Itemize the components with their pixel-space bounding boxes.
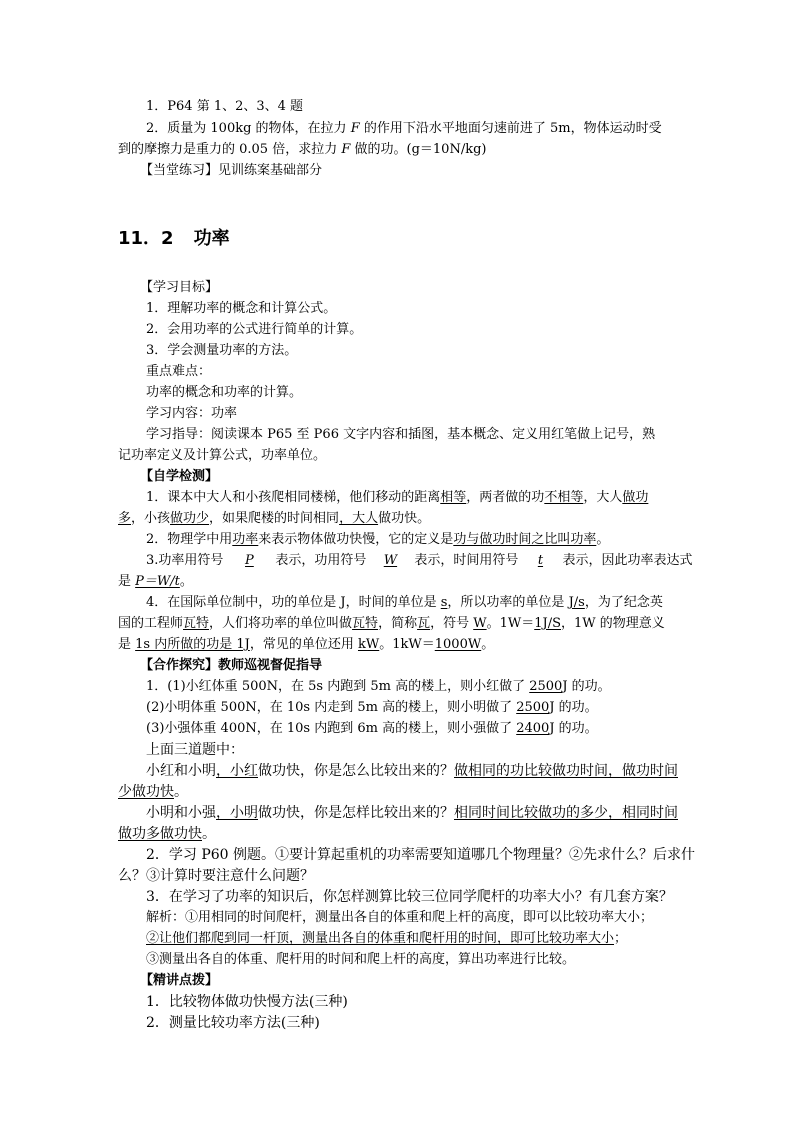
goals-header: 【学习目标】 bbox=[140, 280, 219, 295]
coop-above: 上面三道题中： bbox=[146, 742, 244, 758]
lecture-item-1: 1．比较物体做功快慢方法(三种) bbox=[146, 994, 348, 1010]
analysis-1: 解析：①用相同的时间爬杆，测量出各自的体重和爬上杆的高度，即可以比较功率大小； bbox=[146, 910, 654, 925]
goal-1: 1．理解功率的概念和计算公式。 bbox=[146, 301, 337, 316]
goal-2: 2．会用功率的公式进行简单的计算。 bbox=[146, 322, 363, 337]
coop-p2: (2)小明体重 500N，在 10s 内走到 5m 高的楼上，则小明做了 2500J 的功。 bbox=[146, 700, 598, 715]
self-q1: 1．课本中大人和小孩爬相同楼梯，他们移动的距离相等，两者做的功不相等，大人做功 bbox=[146, 490, 649, 505]
class-practice: 【当堂练习】见训练案基础部分 bbox=[140, 163, 323, 178]
analysis-3: ③测量出各自的体重、爬杆用的时间和爬上杆的高度，算出功率进行比较。 bbox=[146, 952, 576, 967]
coop-header: 【合作探究】教师巡视督促指导 bbox=[140, 658, 323, 673]
coop-compare-1-cont: 少做功快。 bbox=[118, 784, 188, 800]
coop-compare-1: 小红和小明，小红做功快，你是怎么比较出来的？做相同的功比较做功时间，做功时间 bbox=[146, 763, 678, 779]
study-content: 学习内容：功率 bbox=[146, 406, 238, 421]
study-guide-cont: 记功率定义及计算公式，功率单位。 bbox=[118, 448, 327, 463]
lecture-item-2: 2．测量比较功率方法(三种) bbox=[146, 1015, 320, 1031]
coop-s2: 2．学习 P60 例题。①要计算起重机的功率需要知道哪几个物理量？②先求什么？后求什 bbox=[146, 847, 696, 863]
coop-s3: 3．在学习了功率的知识后，你怎样测算比较三位同学爬杆的功率大小？有几套方案？ bbox=[146, 889, 673, 905]
self-q4: 4．在国际单位制中，功的单位是 J，时间的单位是 s，所以功率的单位是 J/s，为了纪念英 bbox=[146, 595, 663, 610]
self-q4-cont: 国的工程师瓦特，人们将功率的单位叫做瓦特，简称瓦，符号 W。1W＝1J/S，1W 的物理意义 bbox=[118, 616, 665, 631]
coop-p3: (3)小强体重 400N，在 10s 内跑到 6m 高的楼上，则小强做了 2400J 的功。 bbox=[146, 721, 598, 736]
self-q4-cont2: 是 1s 内所做的功是 1J，常见的单位还用 kW。1kW＝1000W。 bbox=[118, 637, 495, 652]
section-heading: 11．2 功率 bbox=[118, 228, 230, 249]
self-q3-cont: 是 P＝W/t。 bbox=[118, 574, 193, 589]
homework-item-1: 1．P64 第 1、2、3、4 题 bbox=[146, 99, 304, 114]
key-text: 功率的概念和功率的计算。 bbox=[146, 385, 303, 400]
self-check-header: 【自学检测】 bbox=[140, 469, 219, 484]
coop-compare-2: 小明和小强，小明做功快，你是怎样比较出来的？相同时间比较做功的多少，相同时间 bbox=[146, 805, 678, 821]
goal-3: 3．学会测量功率的方法。 bbox=[146, 343, 298, 358]
coop-p1: 1．(1)小红体重 500N，在 5s 内跑到 5m 高的楼上，则小红做了 2500J 的功。 bbox=[146, 679, 611, 694]
coop-compare-2-cont: 做功多做功快。 bbox=[118, 826, 216, 842]
lecture-header: 【精讲点拨】 bbox=[140, 973, 219, 988]
homework-item-2-cont: 到的摩擦力是重力的 0.05 倍，求拉力 F 做的功。(g＝10N/kg) bbox=[118, 142, 487, 157]
study-guide: 学习指导：阅读课本 P65 至 P66 文字内容和插图，基本概念、定义用红笔做上记号，熟 bbox=[146, 427, 656, 442]
analysis-2: ②让他们都爬到同一杆顶，测量出各自的体重和爬杆用的时间，即可比较功率大小； bbox=[146, 931, 628, 946]
self-q1-cont: 多，小孩做功少，如果爬楼的时间相同，大人做功快。 bbox=[118, 511, 431, 526]
homework-item-2: 2．质量为 100kg 的物体，在拉力 F 的作用下沿水平地面匀速前进了 5m，物体运动时受 bbox=[146, 121, 662, 136]
self-q3: 3.功率用符号 P 表示，功用符号 W 表示，时间用符号 t 表示，因此功率表达式 bbox=[146, 553, 693, 568]
self-q2: 2．物理学中用功率来表示物体做功快慢，它的定义是功与做功时间之比叫功率。 bbox=[146, 532, 610, 547]
coop-s2-cont: 么？③计算时要注意什么问题？ bbox=[118, 868, 314, 884]
key-label: 重点难点： bbox=[146, 364, 212, 379]
